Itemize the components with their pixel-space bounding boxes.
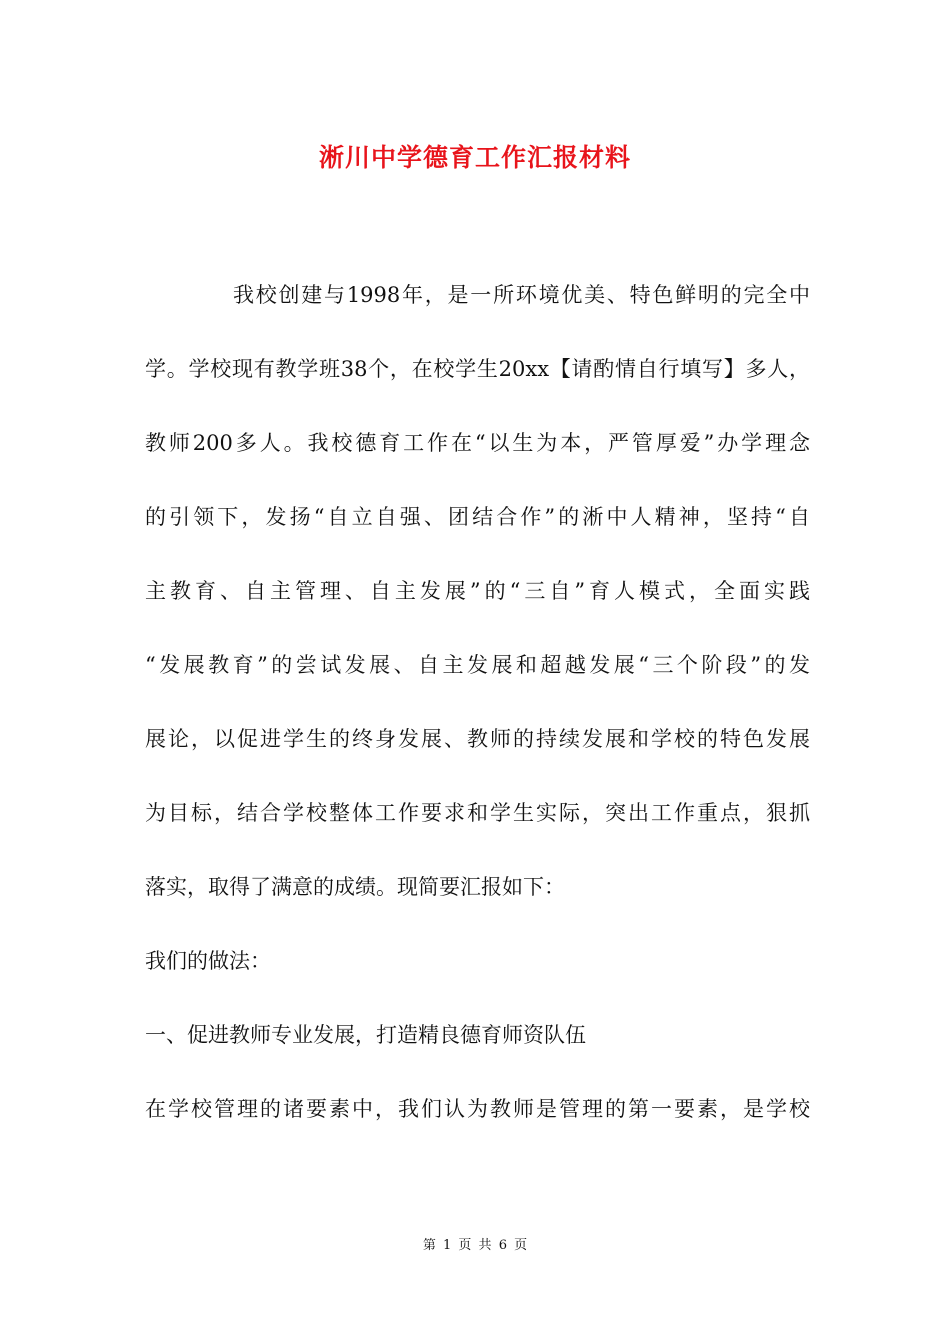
- section-heading: 一、促进教师专业发展，打造精良德育师资队伍: [145, 1023, 586, 1047]
- paragraph-line: 学。学校现有教学班38个，在校学生20xx【请酌情自行填写】多人，: [145, 357, 810, 381]
- page-number-footer: 第 1 页 共 6 页: [422, 1238, 528, 1253]
- paragraph-line: 落实，取得了满意的成绩。现简要汇报如下：: [145, 875, 565, 899]
- paragraph-line: “发展教育”的尝试发展、自主发展和超越发展“三个阶段”的发: [145, 653, 810, 677]
- document-title: 淅川中学德育工作汇报材料: [318, 143, 631, 172]
- section-heading: 我们的做法：: [145, 949, 271, 973]
- paragraph-line: 的引领下，发扬“自立自强、团结合作”的淅中人精神，坚持“自: [145, 505, 810, 529]
- paragraph-line: 教师200多人。我校德育工作在“以生为本，严管厚爱”办学理念: [145, 431, 810, 455]
- paragraph-line: 主教育、自主管理、自主发展”的“三自”育人模式，全面实践: [145, 579, 810, 603]
- paragraph-line: 展论，以促进学生的终身发展、教师的持续发展和学校的特色发展: [145, 727, 810, 751]
- paragraph-line: 我校创建与1998年，是一所环境优美、特色鲜明的完全中: [233, 283, 810, 307]
- paragraph-line: 在学校管理的诸要素中，我们认为教师是管理的第一要素，是学校: [145, 1097, 810, 1121]
- paragraph-line: 为目标，结合学校整体工作要求和学生实际，突出工作重点，狠抓: [145, 801, 810, 825]
